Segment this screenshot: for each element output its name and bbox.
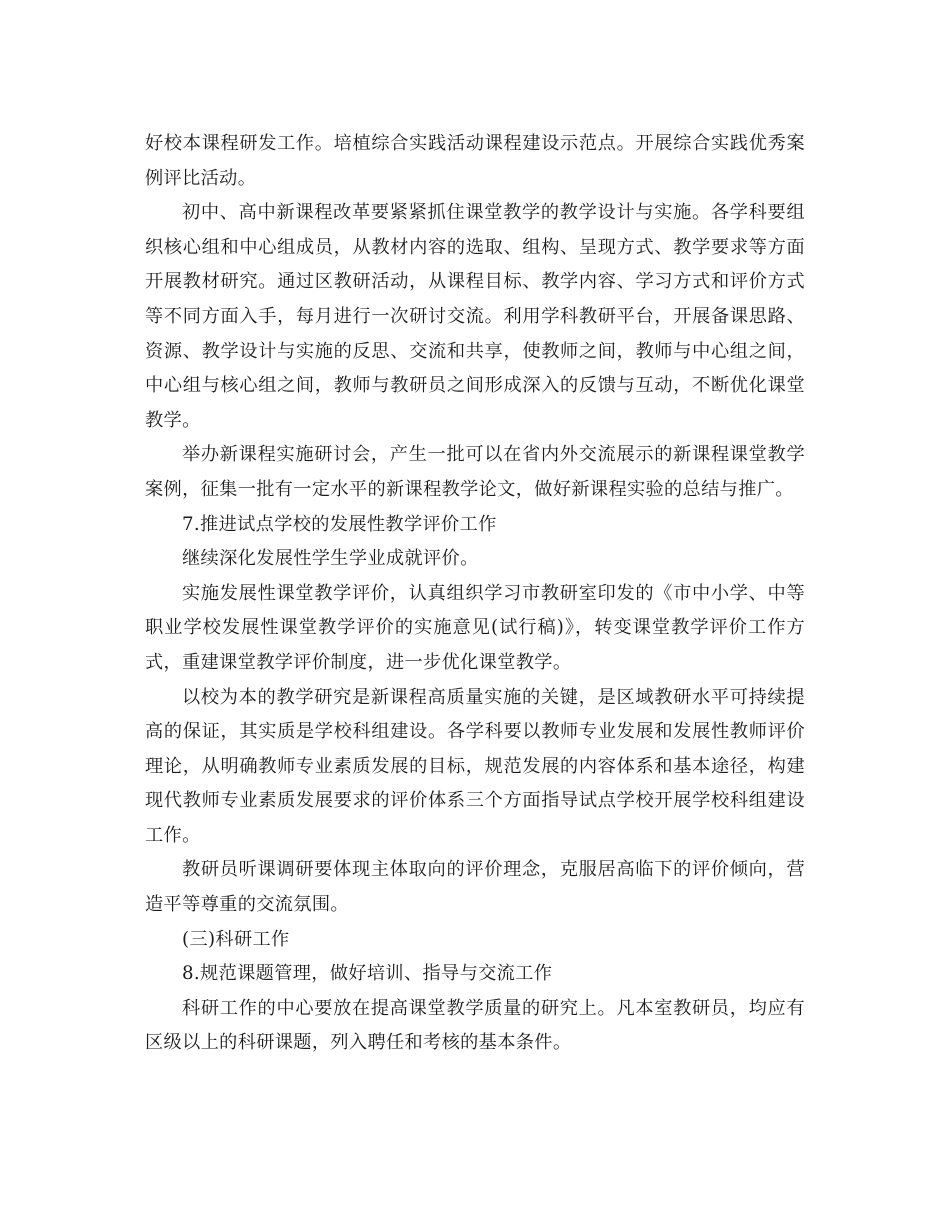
section-heading-7: 7.推进试点学校的发展性教学评价工作 bbox=[182, 513, 497, 535]
paragraph-2: 初中、高中新课程改革要紧紧抓住课堂教学的教学设计与实施。各学科要组织核心组和中心组成员，从教材内容的选取、组构、呈现方式、教学要求等方面开展教材研究。通过区教研活动，从课程目标、教学内容、学习方式和评价方式等不同方面入手，每月进行一次研讨交流。利用学科教研平台，开展备课思路、资源、教学设计与实施的反思、交流和共享，使教师之间，教师与中心组之间，中心组与核心组之间，教师与教研员之间形成深入的反馈与互动，不断优化课堂教学。 bbox=[145, 202, 805, 431]
section-heading-3: (三)科研工作 bbox=[182, 928, 290, 950]
paragraph-4: 继续深化发展性学生学业成就评价。 bbox=[182, 548, 479, 570]
paragraph-1: 好校本课程研发工作。培植综合实践活动课程建设示范点。开展综合实践优秀案例评比活动。 bbox=[145, 133, 805, 189]
section-heading-8: 8.规范课题管理，做好培训、指导与交流工作 bbox=[182, 963, 553, 985]
document-body bbox=[145, 127, 805, 1061]
paragraph-8: 科研工作的中心要放在提高课堂教学质量的研究上。凡本室教研员，均应有区级以上的科研课题，列入聘任和考核的基本条件。 bbox=[145, 997, 805, 1054]
paragraph-3: 举办新课程实施研讨会，产生一批可以在省内外交流展示的新课程课堂教学案例，征集一批有一定水平的新课程教学论文，做好新课程实验的总结与推广。 bbox=[145, 444, 805, 500]
paragraph-5: 实施发展性课堂教学评价，认真组织学习市教研室印发的《市中小学、中等职业学校发展性课堂教学评价的实施意见(试行稿)》，转变课堂教学评价工作方式，重建课堂教学评价制度，进一步优化课堂教学。 bbox=[145, 582, 805, 673]
paragraph-6: 以校为本的教学研究是新课程高质量实施的关键，是区域教研水平可持续提高的保证，其实质是学校科组建设。各学科要以教师专业发展和发展性教师评价理论，从明确教师专业素质发展的目标，规范发展的内容体系和基本途径，构建现代教师专业素质发展要求的评价体系三个方面指导试点学校开展学校科组建设工作。 bbox=[145, 686, 805, 846]
paragraph-7: 教研员听课调研要体现主体取向的评价理念，克服居高临下的评价倾向，营造平等尊重的交流氛围。 bbox=[145, 859, 805, 916]
